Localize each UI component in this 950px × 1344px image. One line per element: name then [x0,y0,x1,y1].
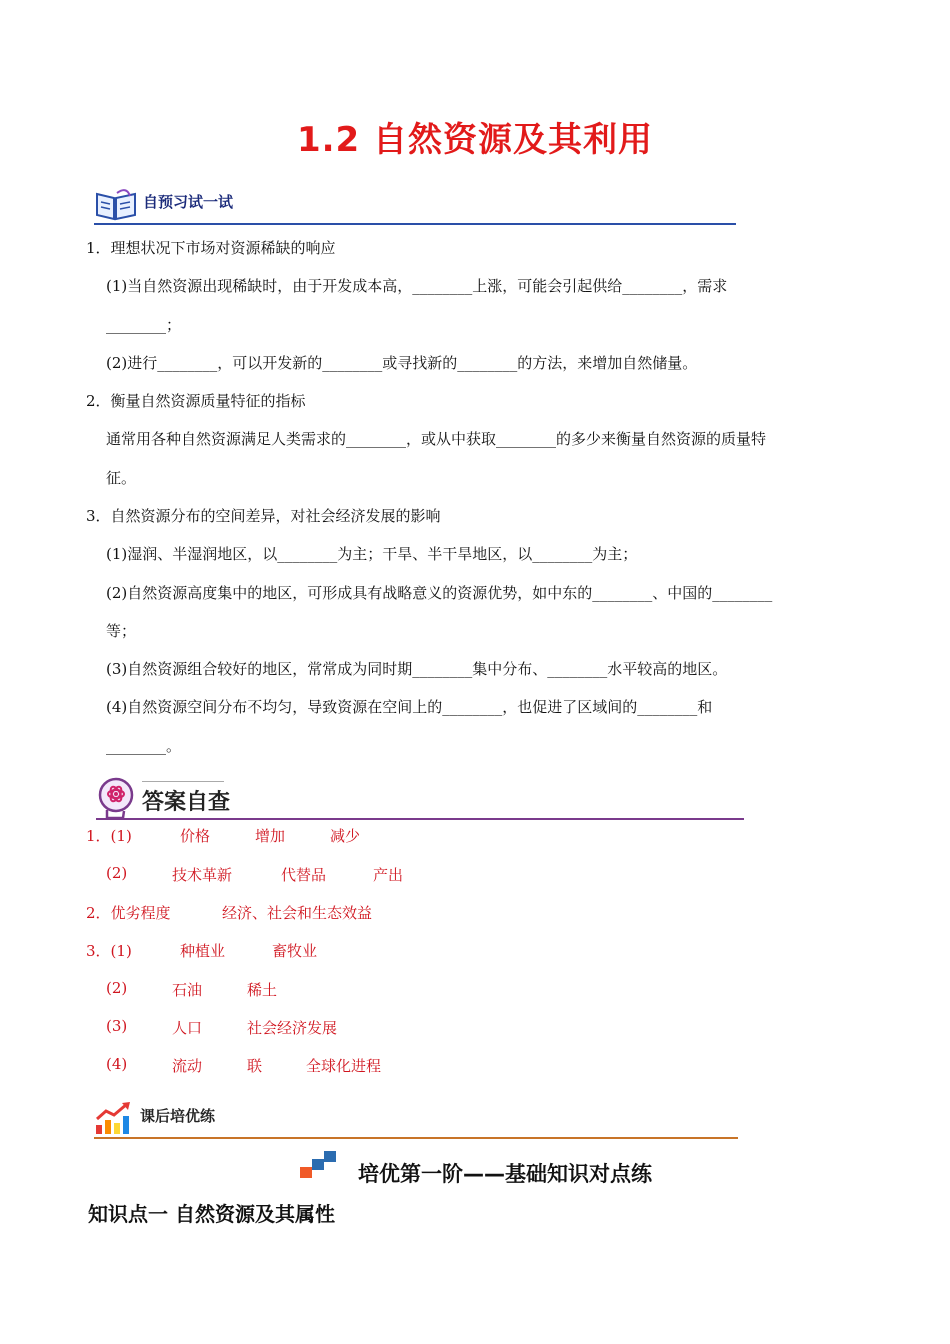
section-answers-label: 答案自查 [142,790,231,815]
practice-subtitle: 培优第一阶——基础知识对点练 [358,1162,652,1186]
answer-4-a: 种植业 [180,942,226,960]
question-3-3: (3)自然资源组合较好的地区，常常成为同时期________集中分布、________水平较高的地区。 [106,660,728,678]
answer-6-a: 人口 [172,1019,203,1037]
answer-1-b: 增加 [255,827,286,845]
answer-4-b: 畜牧业 [272,942,318,960]
section-answers-divider [96,818,744,820]
question-3-1: (1)湿润、半湿润地区，以________为主；干旱、半干旱地区，以________为主； [106,545,638,563]
answer-7-num: (4) [106,1055,128,1073]
answer-7-a: 流动 [172,1057,203,1075]
answer-1-num: 1．(1) [86,827,132,845]
question-2a: 通常用各种自然资源满足人类需求的________，或从中获取________的多少来衡量自然资源的质量特 [106,430,767,448]
page-title: 1.2 自然资源及其利用 [296,120,654,160]
answer-5-num: (2) [106,979,128,997]
answer-7-c: 全球化进程 [306,1057,382,1075]
answer-4-num: 3．(1) [86,942,132,960]
section-practice-label: 课后培优练 [140,1107,216,1125]
section-answers-topline [142,781,224,782]
question-1-2: (2)进行________，可以开发新的________或寻找新的________的方法，来增加自然储量。 [106,354,698,372]
answer-2-a: 技术革新 [172,866,233,884]
growth-chart-icon [94,1101,132,1135]
section-practice-divider [94,1137,738,1139]
question-3-2a: (2)自然资源高度集中的地区，可形成具有战略意义的资源优势，如中东的________、中国的________ [106,584,773,602]
question-2b: 征。 [106,469,137,487]
question-3-4b: ________。 [106,737,182,755]
question-1-1b: ________； [106,316,182,334]
answer-6-b: 社会经济发展 [247,1019,338,1037]
question-1-1a: (1)当自然资源出现稀缺时，由于开发成本高，________上涨，可能会引起供给________，需求 [106,277,728,295]
question-3-2b: 等； [106,622,137,640]
question-1: 1．理想状况下市场对资源稀缺的响应 [86,239,336,257]
knowledge-point-heading: 知识点一 自然资源及其属性 [88,1202,335,1226]
answer-5-b: 稀土 [247,981,278,999]
answer-7-b: 联 [247,1057,263,1075]
answer-1-a: 价格 [180,827,211,845]
section-preview-divider [94,223,736,225]
answer-2-b: 代替品 [281,866,327,884]
answer-6-num: (3) [106,1017,128,1035]
answer-2-num: (2) [106,864,128,882]
section-preview-label: 自预习试一试 [143,193,234,211]
answer-3-num: 2．优劣程度 [86,904,171,922]
question-2: 2．衡量自然资源质量特征的指标 [86,392,306,410]
question-3: 3．自然资源分布的空间差异，对社会经济发展的影响 [86,507,441,525]
book-icon [94,186,138,222]
answer-3-a: 经济、社会和生态效益 [222,904,373,922]
answer-5-a: 石油 [172,981,203,999]
question-3-4a: (4)自然资源空间分布不均匀，导致资源在空间上的________，也促进了区域间的________和 [106,698,713,716]
answer-1-c: 减少 [330,827,361,845]
answer-2-c: 产出 [373,866,404,884]
brain-head-icon [96,776,136,820]
